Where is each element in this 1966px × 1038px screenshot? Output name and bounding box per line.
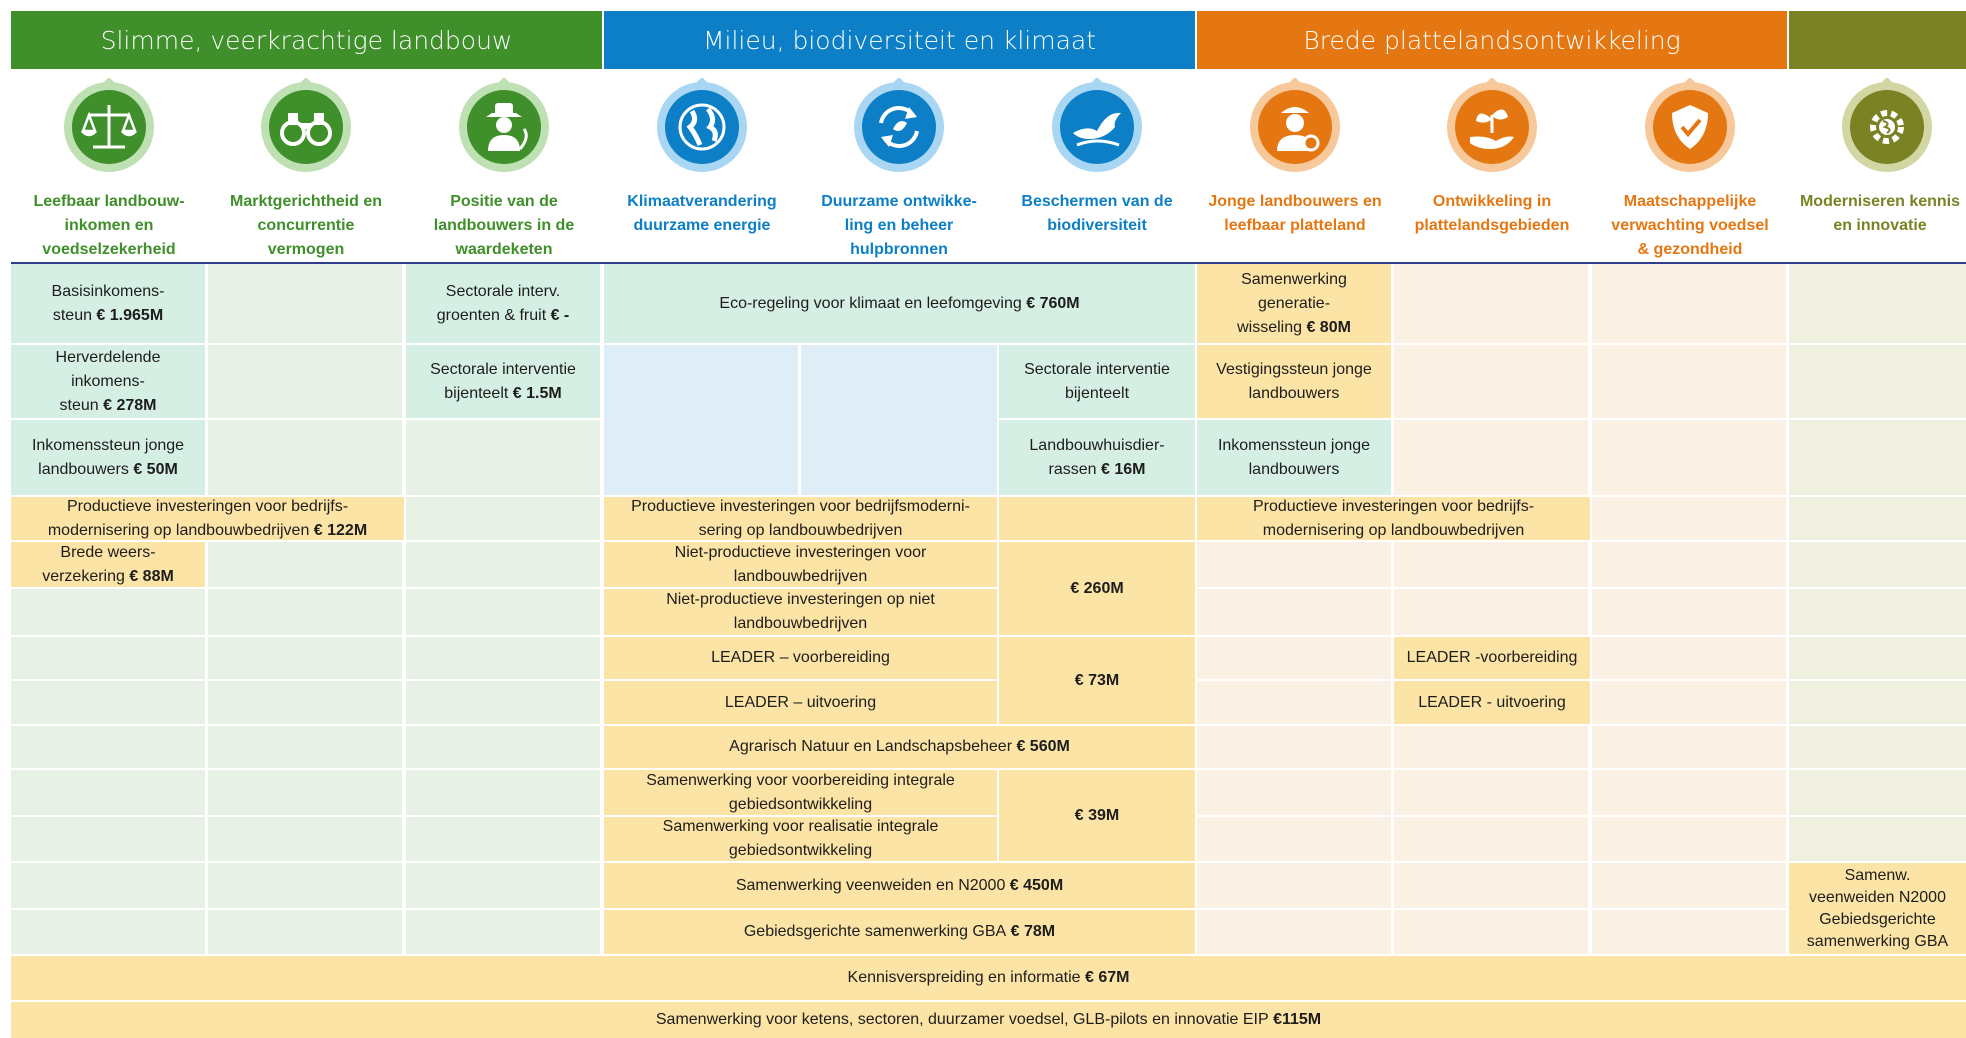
cell-amount: € 16M (1096, 460, 1146, 478)
cell-text: Eco-regeling voor klimaat en leefomgeving € 760M (719, 294, 1080, 312)
grid-cell (1592, 589, 1786, 635)
grid-cell (1394, 542, 1588, 587)
cell-niet-productief-1 (604, 542, 997, 587)
grid-cell (1789, 589, 1966, 635)
cell-text: Basisinkomens- steun € 1.965M (51, 282, 165, 324)
grid-cell (208, 542, 402, 587)
grid-cell (406, 726, 600, 768)
grid-cell (208, 726, 402, 768)
cell-text: Kennisverspreiding en informatie € 67M (847, 969, 1130, 986)
band-label: Slimme, veerkrachtige landbouw (100, 25, 513, 55)
grid-cell (406, 817, 600, 861)
farmer-icon (455, 78, 553, 176)
objective-title: Klimaatverandering duurzame energie (627, 193, 777, 234)
grid-cell (11, 589, 205, 635)
grid-cell (406, 589, 600, 635)
cell-text: LEADER – voorbereiding (711, 649, 890, 666)
grid-cell (208, 264, 402, 343)
cell-amount: € 1.5M (508, 384, 562, 402)
cell-amount: € 88M (124, 567, 174, 585)
cell-text: LEADER – uitvoering (724, 693, 877, 711)
grid-cell (208, 817, 402, 861)
cell-productive-investment (604, 497, 997, 540)
cell-text: Brede weers- verzekering € 88M (42, 543, 174, 585)
cell-text: Samenwerking voor voorbereiding integrale gebiedsontwikkeling (646, 771, 955, 813)
grid-cell (1197, 910, 1391, 954)
cell-text (1075, 804, 1119, 828)
cell-text: Gebiedsgerichte samenwerking GBA € 78M (743, 923, 1056, 940)
grid-cell (1789, 637, 1966, 679)
grid-cell (1789, 542, 1966, 587)
objective-title: Ontwikkeling in plattelandsgebieden (1414, 193, 1570, 234)
band-smart-agriculture (11, 11, 602, 69)
band-label: Milieu, biodiversiteit en klimaat (702, 25, 1097, 55)
grid-cell (208, 589, 402, 635)
cell-veenweiden (604, 863, 1195, 908)
cell-text: Productieve investeringen voor bedrijfsmoderni- sering op landbouwbedrijven (631, 497, 970, 539)
cell-amount: € 560M (1012, 738, 1070, 755)
objective-title: Marktgerichtheid en concurrentie vermogen (229, 193, 383, 258)
grid-cell (1592, 264, 1786, 343)
objective-title: Jonge landbouwers en leefbaar platteland (1208, 193, 1382, 234)
cell-generatie (1197, 264, 1391, 343)
grid-cell (1394, 420, 1588, 495)
grid-cell (1789, 817, 1966, 861)
cell-amount-260 (999, 542, 1195, 635)
cell-amount: € 78M (1006, 923, 1056, 940)
grid-cell (1789, 681, 1966, 724)
cell-leader-uitvoering (604, 681, 997, 724)
grid-cell (1789, 264, 1966, 343)
objective-title: Beschermen van de biodiversiteit (1021, 193, 1173, 234)
grid-cell (999, 497, 1195, 540)
cell-sectoral-bees (406, 345, 600, 418)
grid-cell (1789, 726, 1966, 768)
grid-cell (1592, 637, 1786, 679)
cell-weers (11, 542, 205, 587)
grid-cell (406, 420, 600, 495)
grid-cell (11, 726, 205, 768)
grid-cell (208, 420, 402, 495)
bird-icon (1048, 78, 1146, 176)
cell-productive-investment (11, 497, 404, 540)
globe-icon (653, 78, 751, 176)
grid-cell (406, 497, 600, 540)
cell-text: Landbouwhuisdier- rassen € 16M (1029, 436, 1165, 478)
cell-amount: € 67M (1080, 969, 1130, 986)
grid-cell (1592, 345, 1786, 418)
grid-cell (1197, 637, 1391, 679)
cell-amount: € 50M (128, 460, 178, 478)
grid-cell (11, 770, 205, 815)
cell-text: LEADER - uitvoering (1418, 693, 1566, 711)
objective-title: Positie van de landbouwers in de waardeketen (433, 193, 575, 258)
grid-cell (1197, 726, 1391, 768)
cell-samenwerking-realisatie (604, 817, 997, 861)
grid-cell (1394, 345, 1588, 418)
grid-cell (1592, 910, 1786, 954)
cell-leader-voorbereiding-2 (1394, 637, 1590, 679)
grid-cell (1592, 726, 1786, 768)
cell-amount: € 760M (1021, 294, 1080, 312)
grid-cell (1592, 770, 1786, 815)
cell-text: Niet-productieve investeringen voor landbouwbedrijven (674, 543, 927, 585)
cell-eco-regeling (604, 264, 1195, 343)
cell-text: Samenwerking voor realisatie integrale gebiedsontwikkeling (662, 818, 939, 859)
cell-inkomen-jong-2 (1197, 420, 1391, 495)
cell-text: Niet-productieve investeringen op niet landbouwbedrijven (666, 591, 935, 632)
cell-leader-voorbereiding (604, 637, 997, 679)
cell-gba (604, 910, 1195, 954)
grid-cell (1394, 726, 1588, 768)
grid-cell (406, 910, 600, 954)
cell-amount-39 (999, 770, 1195, 861)
grid-cell (1197, 589, 1391, 635)
cell-amount: € 260M (1070, 579, 1124, 597)
grid-cell (11, 910, 205, 954)
cell-eip (11, 1002, 1966, 1038)
grid-cell (1394, 910, 1588, 954)
cell-amount: € 80M (1302, 318, 1351, 336)
cell-niet-productief-2 (604, 589, 997, 635)
grid-cell (11, 681, 205, 724)
grid-cell (1197, 863, 1391, 908)
cell-amount: € 450M (1005, 876, 1064, 894)
cell-text (1070, 577, 1123, 601)
cell-vestiging (1197, 345, 1391, 418)
grid-cell (1789, 420, 1966, 495)
brain-gear-icon (1838, 78, 1936, 176)
band-rural-development (1197, 11, 1787, 69)
cell-leader-uitvoering-2 (1394, 681, 1590, 724)
cell-samenw-short (1789, 863, 1966, 954)
cell-kennis (11, 956, 1966, 1000)
cell-text: LEADER -voorbereiding (1406, 649, 1578, 666)
grid-cell (1592, 863, 1786, 908)
grid-cell (1197, 681, 1391, 724)
cell-huisdier (999, 420, 1195, 495)
grid-cell (1394, 863, 1588, 908)
cell-sectoral-fruit (406, 264, 600, 343)
grid-cell (11, 637, 205, 679)
binoculars-icon (257, 78, 355, 176)
grid-cell (1789, 770, 1966, 815)
cell-text: Agrarisch Natuur en Landschapsbeheer € 560M (729, 738, 1070, 755)
seedling-hand-icon (1443, 78, 1541, 176)
cell-text: Samenwerking voor ketens, sectoren, duurzamer voedsel, GLB-pilots en innovatie EIP €115M (655, 1011, 1322, 1028)
grid-cell (801, 345, 997, 495)
grid-cell (406, 863, 600, 908)
grid-cell (1197, 542, 1391, 587)
cell-basisinkomen (11, 264, 205, 343)
grid-cell (1394, 264, 1588, 343)
grid-cell (1789, 345, 1966, 418)
grid-cell (1394, 589, 1588, 635)
grid-cell (1394, 817, 1588, 861)
grid-cell (1394, 770, 1588, 815)
grid-cell (208, 770, 402, 815)
band-knowledge (1789, 11, 1966, 69)
grid-cell (1197, 770, 1391, 815)
cell-text: Productieve investeringen voor bedrijfs- modernisering op landbouwbedrijven (1252, 497, 1535, 539)
grid-cell (11, 817, 205, 861)
objective-title: Leefbaar landbouw- inkomen en voedselzekerheid (33, 193, 185, 258)
grid-cell (1592, 542, 1786, 587)
cell-inkomen-jong (11, 420, 205, 495)
cell-amount: €115M (1268, 1011, 1322, 1028)
cell-text (1075, 669, 1119, 693)
cell-amount: € 122M (309, 521, 368, 539)
cell-amount: € 278M (98, 396, 157, 414)
grid-cell (1592, 681, 1786, 724)
band-environment (604, 11, 1195, 69)
objective-title: Duurzame ontwikke- ling en beheer hulpbronnen (821, 193, 977, 258)
cell-text: Samenwerking veenweiden en N2000 € 450M (735, 876, 1064, 894)
shield-check-icon (1641, 78, 1739, 176)
grid-cell (1197, 817, 1391, 861)
recycle-icon (850, 78, 948, 176)
grid-cell (1592, 497, 1786, 540)
cell-amount-73 (999, 637, 1195, 724)
grid-cell (604, 345, 798, 495)
cell-text: Samenwerking generatie- wisseling € 80M (1237, 270, 1351, 336)
cell-text: Herverdelende inkomens- steun € 278M (55, 348, 161, 414)
grid-cell (1789, 497, 1966, 540)
cell-amount: € - (546, 306, 570, 324)
cell-text: Vestigingssteun jonge landbouwers (1216, 360, 1372, 402)
grid-cell (406, 770, 600, 815)
grid-cell (208, 681, 402, 724)
grid-cell (208, 910, 402, 954)
grid-cell (208, 637, 402, 679)
grid-cell (406, 681, 600, 724)
cell-text: Sectorale interv. groenten & fruit € - (436, 282, 570, 324)
grid-cell (1592, 817, 1786, 861)
objective-title: Moderniseren kennis en innovatie (1799, 193, 1961, 234)
cell-text: Inkomenssteun jonge landbouwers € 50M (31, 436, 185, 478)
cell-productive-investment (1197, 497, 1590, 540)
grid-cell (1592, 420, 1786, 495)
cell-text: Sectorale interventie bijenteelt (1024, 360, 1170, 402)
grid-cell (406, 637, 600, 679)
cell-herverdelend (11, 345, 205, 418)
young-farmer-icon (1246, 78, 1344, 176)
objective-title: Maatschappelijke verwachting voedsel & gezondheid (1611, 193, 1769, 258)
scales-icon (60, 78, 158, 176)
cell-sectoral-bees-2 (999, 345, 1195, 418)
grid-cell (406, 542, 600, 587)
cell-text: Inkomenssteun jonge landbouwers (1217, 436, 1371, 478)
cell-samenwerking-voorbereiding (604, 770, 997, 815)
band-label: Brede plattelandsontwikkeling (1303, 25, 1681, 55)
cell-amount: € 1.965M (91, 306, 164, 324)
cell-text: Sectorale interventie bijenteelt € 1.5M (430, 360, 576, 402)
cell-anlb (604, 726, 1195, 768)
grid-cell (208, 863, 402, 908)
cell-text: Samenw. veenweiden N2000 Gebiedsgerichte samenwerking GBA (1806, 866, 1949, 950)
grid-cell (208, 345, 402, 418)
cell-amount: € 39M (1074, 806, 1120, 824)
cell-text: Productieve investeringen voor bedrijfs- modernisering op landbouwbedrijven € 122M (47, 497, 368, 539)
grid-cell (11, 863, 205, 908)
cell-amount: € 73M (1074, 671, 1120, 689)
